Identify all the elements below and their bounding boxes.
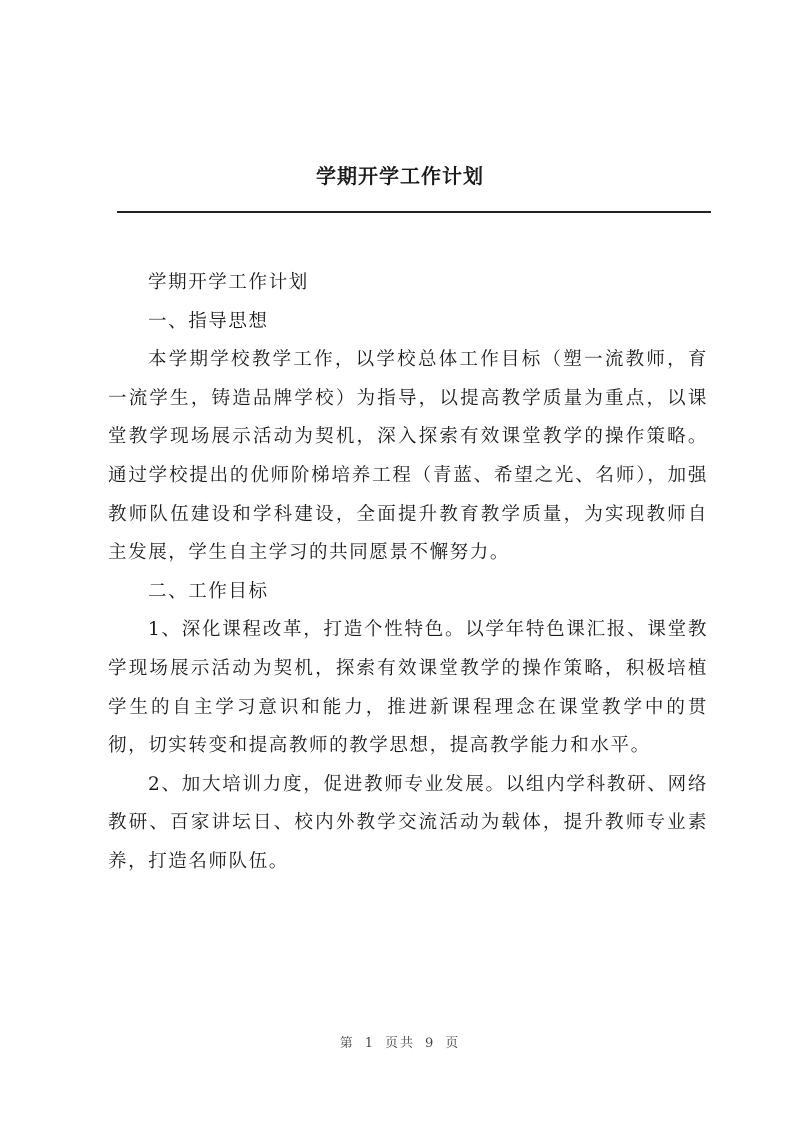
footer-suffix: 页 xyxy=(445,1036,461,1051)
footer-middle: 页共 xyxy=(384,1036,415,1051)
page-footer xyxy=(0,1032,800,1051)
document-title: 学期开学工作计划 xyxy=(316,164,484,188)
section-heading-work-goals: 二、工作目标 xyxy=(148,580,269,602)
footer-total-pages: 9 xyxy=(425,1036,436,1051)
footer-current-page: 1 xyxy=(364,1036,375,1051)
footer-prefix: 第 xyxy=(339,1036,355,1051)
document-body xyxy=(108,264,708,882)
title-divider xyxy=(117,211,711,213)
paragraph-goal-2: 2、加大培训力度，促进教师专业发展。以组内学科教研、网络教研、百家讲坛日、校内外教学交流活动为载体，提升教师专业素养，打造名师队伍。 xyxy=(108,773,708,872)
body-heading: 学期开学工作计划 xyxy=(148,272,309,293)
section-heading-guiding-ideology: 一、指导思想 xyxy=(148,310,269,332)
paragraph-guiding-ideology: 本学期学校教学工作，以学校总体工作目标（塑一流教师，育一流学生，铸造品牌学校）为指导，以提高教学质量为重点，以课堂教学现场展示活动为契机，深入探索有效课堂教学的操作策略。通过学校提出的优师阶梯培养工程（青蓝、希望之光、名师），加强教师队伍建设和学科建设，全面提升教育教学质量，为实现教师自主发展，学生自主学习的共同愿景不懈努力。 xyxy=(108,349,708,564)
paragraph-goal-1: 1、深化课程改革，打造个性特色。以学年特色课汇报、课堂教学现场展示活动为契机，探索有效课堂教学的操作策略，积极培植学生的自主学习意识和能力，推进新课程理念在课堂教学中的贯彻，切实转变和提高教师的教学思想，提高教学能力和水平。 xyxy=(108,619,708,757)
